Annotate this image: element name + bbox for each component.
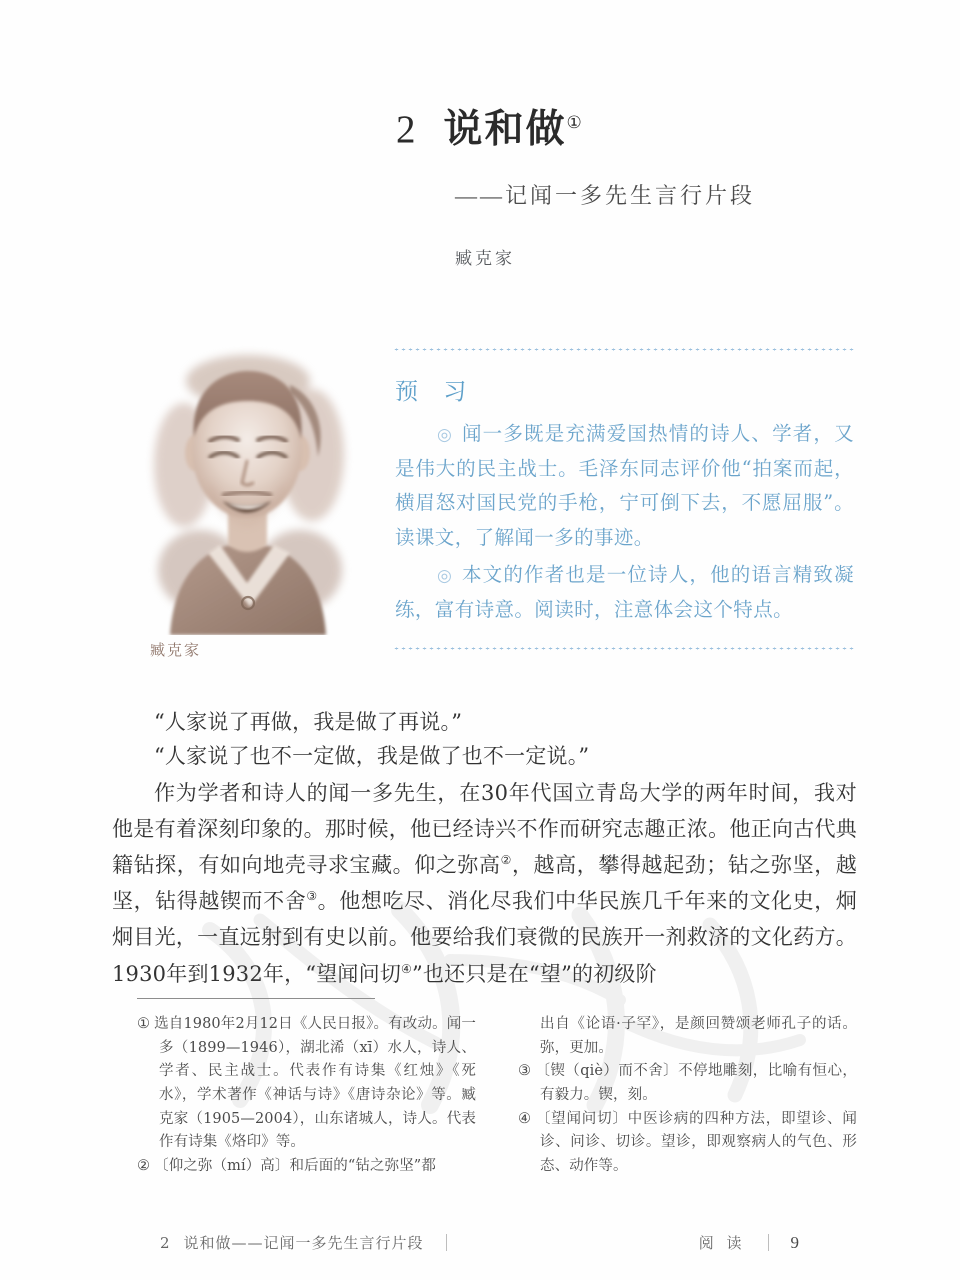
footnote-item [137, 1155, 476, 1179]
body-quote-line: “人家说了也不一定做，我是做了也不一定说。” [154, 744, 590, 769]
footnote-area [137, 1013, 857, 1178]
preview-heading: 预 习 [395, 379, 476, 405]
lesson-number: 2 [396, 108, 418, 151]
footnote-marker: ② [137, 1157, 151, 1174]
footnote-ref-2: ② [500, 853, 512, 868]
title-footnote-marker: ① [566, 113, 582, 133]
footer-divider [768, 1234, 769, 1251]
page-footer [0, 1232, 960, 1258]
footnote-text: 〔锲（qiè）而不舍〕不停地雕刻，比喻有恒心，有毅力。锲，刻。 [535, 1063, 857, 1103]
paragraph-segment: ”也还只是在“望”的初级阶 [412, 961, 657, 986]
footnote-ref-3: ③ [306, 889, 318, 904]
portrait-figure [140, 345, 370, 660]
preview-item [395, 558, 854, 627]
body-quote-line: “人家说了再做，我是做了再说。” [154, 710, 463, 734]
footnote-continuation: 出自《论语·子罕》，是颜回赞颂老师孔子的话。弥，更加。 [540, 1016, 857, 1056]
preview-item [395, 417, 854, 556]
footer-divider [446, 1234, 447, 1251]
footnote-item [137, 1013, 476, 1155]
portrait-image [140, 345, 355, 635]
preview-bottom-dotted-rule [393, 647, 856, 650]
preview-item-text: 闻一多既是充满爱国热情的诗人、学者，又是伟大的民主战士。毛泽东同志评价他“拍案而起，横眉怒对国民党的手枪，宁可倒下去，不愿屈服”。读课文，了解闻一多的事迹。 [395, 422, 855, 550]
footnote-item [518, 1060, 857, 1107]
footer-chapter [160, 1232, 424, 1253]
footnote-text: 选自1980年2月12日《人民日报》。有改动。闻一多（1899—1946），湖北浠（xī）水人，诗人、学者、民主战士。代表作有诗集《红烛》《死水》，学术著作《神话与诗》《唐诗杂论》等。臧克家（1905—2004），山东诸城人，诗人。代表作有诗集《烙印》等。 [154, 1016, 476, 1151]
page-title [0, 106, 960, 155]
footnote-marker: ③ [518, 1063, 532, 1080]
lesson-subtitle: ——记闻一多先生言行片段 [455, 182, 756, 208]
bullet-icon: ◎ [437, 425, 454, 445]
lesson-title-text: 说和做 [443, 107, 567, 152]
footnote-marker: ① [137, 1016, 151, 1032]
body-paragraph [112, 775, 857, 992]
paragraph-segment: 作为学者和诗人的闻一多先生，在30年代国立青岛大学的两年时间，我对他是有着深刻印象的。那时候，他已经诗兴不作而研究志趣正浓。他正向古代典籍钻探，有如向地壳寻求宝藏。仰之弥高 [112, 781, 857, 878]
footnote-item [518, 1108, 857, 1179]
body-text [112, 705, 857, 992]
title-block [0, 106, 960, 269]
footnote-divider [137, 998, 375, 999]
page-number: 9 [790, 1232, 800, 1252]
footnote-marker: ④ [518, 1110, 532, 1127]
preview-box [393, 348, 856, 650]
preview-item-text: 本文的作者也是一位诗人，他的语言精致凝练，富有诗意。阅读时，注意体会这个特点。 [395, 562, 855, 621]
bullet-icon: ◎ [437, 565, 454, 586]
footer-chapter-title: 说和做——记闻一多先生言行片段 [183, 1234, 424, 1252]
footnote-column-left [137, 1013, 476, 1178]
footnote-column-right [518, 1013, 857, 1178]
footer-chapter-number: 2 [160, 1233, 171, 1252]
footnote-text: 〔仰之弥（mí）高〕和后面的“钻之弥坚”都 [154, 1157, 436, 1174]
lesson-author: 臧克家 [455, 248, 515, 268]
footnote-text: 〔望闻问切〕中医诊病的四种方法，即望诊、闻诊、问诊、切诊。望诊，即观察病人的气色、形态、动作等。 [535, 1110, 857, 1174]
paragraph-segment: 。他想吃尽、消化尽我们中华民族几千年来的文化史，炯炯目光，一直远射到有史以前。他要给我们衰微的民族开一剂救济的文化药方。1930年到1932年，“望闻问切 [112, 889, 858, 986]
footnote-ref-4: ④ [401, 961, 412, 976]
portrait-caption: 臧克家 [150, 641, 202, 659]
footer-section-label: 阅 读 [698, 1234, 746, 1252]
paragraph-segment: ，越高，攀得越起劲；钻之弥坚，越坚，钻得越锲而不舍 [112, 853, 857, 914]
